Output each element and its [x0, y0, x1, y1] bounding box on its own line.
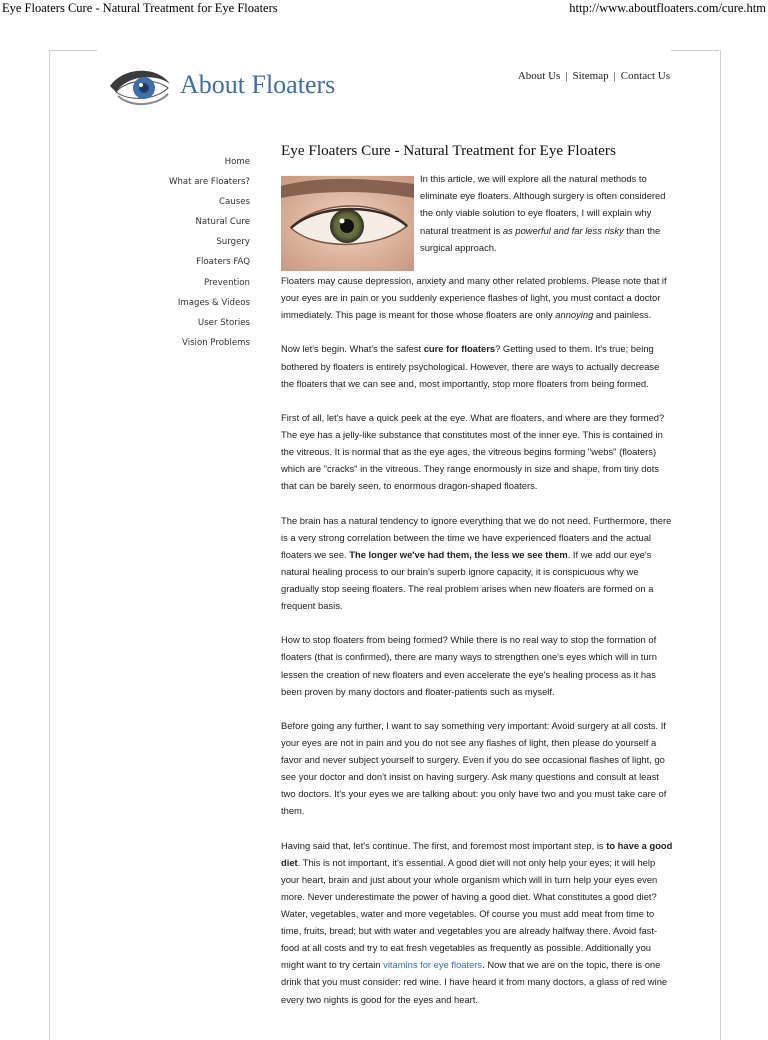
nav-item-causes[interactable]: Causes — [219, 197, 250, 208]
paragraph-text: The brain has a natural tendency to ignore everything that we do not need. Furthermore, there is a very strong correlation between the time we have experienced floaters and the actual floaters we see. — [281, 514, 672, 560]
nav-item-floaters-faq[interactable]: Floaters FAQ — [196, 257, 250, 268]
nav-item-vision-problems[interactable]: Vision Problems — [182, 337, 250, 348]
paragraph-text: . This is not important, it's essential. A good diet will not only help your eyes; it will help your heart, brain and just about your whole organism which will in turn help your eyes even more. Never underestimate the power of having a good diet. What constitutes a good diet? Water, vegetables, water and more vegetables. Of course you must add meat from time to time, fruits, bread; but with water and vegetables you are already halfway there. Avoid fast-food at all costs and try to eat fresh vegetables as frequently as possible. Additionally you might want to try certain — [281, 856, 658, 971]
nav-item-images-videos[interactable]: Images & Videos — [177, 297, 250, 308]
intro-emphasis: as powerful and far less risky — [502, 224, 624, 236]
nav-item-natural-cure[interactable]: Natural Cure — [195, 217, 250, 228]
nav-item-surgery[interactable]: Surgery — [216, 237, 250, 248]
vitamins-link[interactable]: vitamins for eye floaters — [383, 959, 483, 971]
paragraph-bold: to have a good diet — [281, 839, 673, 868]
nav-item-user-stories[interactable]: User Stories — [197, 317, 250, 328]
link-separator: | — [613, 70, 616, 82]
paragraph-text: . Now that we are on the topic, there is one drink that you must consider: red wine. I have heard it from many doctors, a glass of red wine every two nights is good for the eyes and heart. — [281, 959, 668, 1005]
paragraph-3: First of all, let's have a quick peek at the eye. What are floaters, and where are they formed? The eye has a jelly-like substance that constitutes most of the inner eye. This is contained in the vitreous. It is normal that as the eye ages, the vitreous begins forming "webs" (floaters) which are "cracks" in the vitreous. They range enormously in size and shape, from tiny dots that can be barely seen, to enormous dragon-shaped floaters. — [281, 411, 665, 492]
paragraph-text: and painless. — [593, 309, 652, 321]
nav-item-what-are-floaters[interactable]: What are Floaters? — [168, 177, 250, 188]
paragraph-1 — [281, 272, 674, 323]
print-title: Eye Floaters Cure - Natural Treatment for Eye Floaters — [2, 1, 278, 15]
nav-item-home[interactable]: Home — [224, 157, 250, 167]
paragraph-7 — [281, 837, 674, 1008]
paragraph-emphasis: annoying — [555, 309, 594, 321]
article-body — [281, 272, 674, 1025]
nav-item-prevention[interactable]: Prevention — [204, 277, 250, 288]
paragraph-2 — [281, 340, 674, 391]
paragraph-bold: The longer we've had them, the less we see them — [349, 548, 568, 560]
eye-photo — [281, 176, 414, 271]
paragraph-4 — [281, 512, 674, 615]
paragraph-6: Before going any further, I want to say something very important: Avoid surgery at all costs. If your eyes are not in pain and you do not see any flashes of light, then please do yourself a favor and never subject yourself to surgery. Even if you do see occasional flashes of light, go see your doctor and don't insist on having surgery. Ask many questions and consult at least two doctors. It's your eyes we are talking about: you only have two and you must take care of them. — [281, 719, 667, 817]
sitemap-link[interactable]: Sitemap — [572, 70, 609, 82]
paragraph-text: . If we add our eye's natural healing process to our brain's superb ignore capacity, it is conspicuous why we gradually stop seeing floaters. The real problem arises when new floaters are formed on a frequent basis. — [281, 548, 654, 612]
article-title: Eye Floaters Cure - Natural Treatment for Eye Floaters — [281, 142, 616, 159]
print-url: http://www.aboutfloaters.com/cure.htm — [569, 1, 766, 15]
paragraph-bold: cure for floaters — [423, 343, 496, 355]
eye-logo-icon — [106, 62, 176, 112]
paragraph-text: ? Getting used to them. It's true; being bothered by floaters is entirely psychological. However, there are ways to actually decrease the floaters that we can see and, most importantly, stop more floaters from being formed. — [281, 343, 660, 389]
intro-text: In this article, we will explore all the natural methods to eliminate eye floaters. Although surgery is often considered the only viable solution to eye floaters, I will explain why natural treatment is — [420, 173, 666, 236]
paragraph-5: How to stop floaters from being formed? While there is no real way to stop the formation of floaters (that is confirmed), there are many ways to strengthen one's eyes which will in turn lessen the creation of new floaters and even accelerate the eye's healing process as it has been proven by many doctors and floater-patients such as myself. — [281, 634, 657, 697]
about-us-link[interactable]: About Us — [517, 70, 561, 82]
print-header — [0, 0, 768, 18]
article-intro — [420, 170, 675, 256]
top-links — [470, 70, 670, 82]
side-nav — [150, 157, 250, 358]
intro-text: than the surgical approach. — [420, 224, 661, 253]
link-separator: | — [565, 70, 568, 82]
paragraph-text: Now let's begin. What's the safest — [281, 343, 424, 355]
contact-us-link[interactable]: Contact Us — [620, 70, 670, 82]
logo-text: About Floaters — [180, 70, 336, 99]
paragraph-text: Having said that, let's continue. The first, and foremost most important step, is — [281, 839, 607, 851]
paragraph-text: Floaters may cause depression, anxiety and many other related problems. Please note that if your eyes are in pain or you suddenly experience flashes of light, you must contact a doctor immediately. This page is meant for those whose floaters are only — [281, 275, 667, 321]
